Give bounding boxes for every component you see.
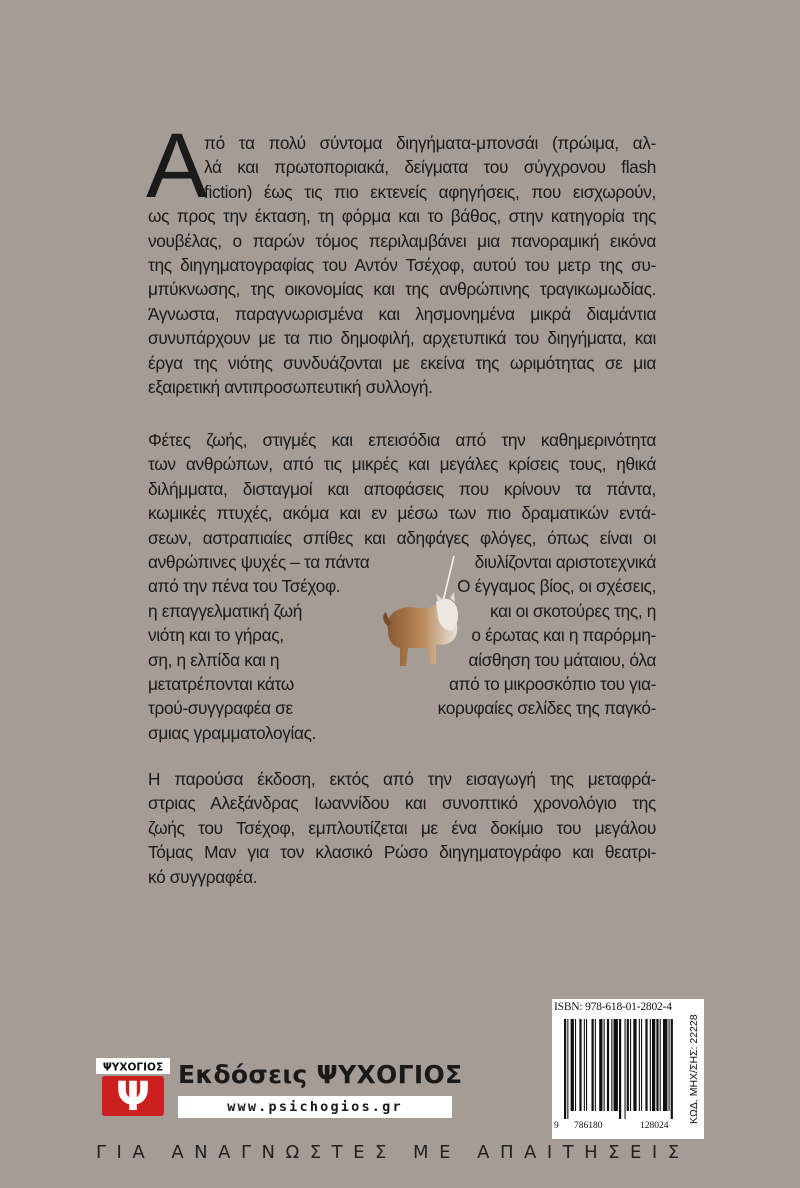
barcode-bar (630, 1019, 631, 1111)
barcode-bar (611, 1019, 612, 1111)
publisher-url[interactable]: www.psichogios.gr (178, 1096, 452, 1118)
split-line-right: και οι σκοτούρες της, η (489, 600, 656, 621)
text-line: Η παρούσα έκδοση, εκτός από την εισαγωγή της μεταφρά- (148, 769, 656, 789)
split-line-right: από το μικροσκόπιο του για- (448, 674, 656, 695)
split-line-left: από την πένα του Τσέχοφ. (148, 576, 341, 597)
text-line: στριας Αλεξάνδρας Ιωαννίδου και συνοπτικό χρονολόγιο της (148, 793, 656, 814)
text-line: διλήμματα, δισταγμοί και αποφάσεις που κρίνουν τα πάντα, (148, 478, 656, 499)
split-line-left: ση, η ελπίδα και η (148, 649, 280, 670)
publisher-name: Εκδόσεις ΨΥΧΟΓΙΟΣ (178, 1060, 463, 1089)
split-line-right: αίσθηση του μάταιου, όλα (468, 649, 656, 670)
barcode-bar (579, 1019, 581, 1111)
barcode-bar (564, 1019, 566, 1119)
dog-illustration (378, 552, 464, 672)
text-line: Άγνωστα, παραγνωρισμένα και λησμονημένα μικρά διαμάντια (148, 303, 656, 324)
text-line: Τόμας Μαν για τον κλασικό Ρώσο διηγηματογράφο και θεατρι- (148, 842, 656, 863)
barcode-panel (552, 999, 704, 1139)
split-line (148, 696, 656, 720)
text-line: συνυπάρχουν με τα πιο δημοφιλή, αρχετυπικά του διηγήματα, και (148, 328, 656, 349)
split-line-left: ανθρώπινες ψυχές – τα πάντα (148, 552, 370, 573)
barcode-bar (660, 1019, 661, 1111)
barcode-bar (663, 1019, 667, 1111)
text-line: της διηγηματογραφίας του Αντόν Τσέχοφ, αυτού του μετρ της συ- (148, 255, 656, 276)
barcode-bar (614, 1019, 618, 1111)
split-line-right: ο έρωτας και η παρόρμη- (471, 625, 656, 646)
split-line-right: κορυφαίες σελίδες της παγκό- (437, 698, 656, 719)
barcode-bar (671, 1019, 673, 1119)
text-line: μπύκνωσης, της οικονομίας και της ανθρώπινης τραγικωμωδίας. (148, 279, 656, 300)
text-line: νουβέλας, ο παρών τόμος περιλαμβάνει μια πανοραμική εικόνα (148, 230, 656, 251)
barcode-bar (607, 1019, 609, 1111)
publisher-tagline: ΓΙΑ ΑΝΑΓΝΩΣΤΕΣ ΜΕ ΑΠΑΙΤΗΣΕΙΣ (96, 1142, 690, 1163)
barcode-bar (625, 1019, 626, 1119)
text-line: ως προς την έκταση, τη φόρμα και το βάθος, στην κατηγορία της (148, 206, 656, 227)
barcode-bar (645, 1019, 647, 1111)
barcode-digits-right: 128024 (640, 1121, 669, 1131)
paragraph-edition (148, 767, 656, 889)
text-line: έργα της νιότης συνδυάζονται με εκείνα της ωριμότητας σε μια (148, 352, 656, 373)
barcode-bar (669, 1019, 670, 1111)
barcode-bar (652, 1019, 655, 1111)
barcode-bar (650, 1019, 651, 1111)
barcode-bar (575, 1019, 576, 1111)
barcode-bar (584, 1019, 585, 1111)
barcode-digit-first: 9 (554, 1121, 559, 1131)
barcode-bar (656, 1019, 658, 1111)
barcode-bar (627, 1019, 629, 1111)
barcode-bar (639, 1019, 640, 1111)
barcode-bar (571, 1019, 574, 1111)
barcode-bar (586, 1019, 587, 1111)
text-line: ζωής του Τσέχοφ, εμπλουτίζεται με ένα δοκίμιο του μεγάλου (148, 817, 656, 838)
barcode-bars (564, 1019, 696, 1119)
paragraph-intro (148, 131, 656, 399)
split-line-left: η επαγγελματική ζωή (148, 600, 302, 621)
split-line-right: Ο έγγαμος βίος, οι σχέσεις, (457, 576, 656, 597)
text-line: σεων, αστραπιαίες σπίθες και αδηφάγες φλόγες, όπως είναι οι (148, 527, 656, 548)
product-code: ΚΩΔ. ΜΗΧ/ΣΗΣ: 22228 (688, 1014, 700, 1124)
text-line: των ανθρώπων, από τις μικρές και μεγάλες κρίσεις τους, ηθικά (148, 454, 656, 475)
barcode-bar (599, 1019, 602, 1111)
barcode-bar (633, 1019, 636, 1111)
split-line (148, 672, 656, 696)
drop-cap: Α (146, 115, 208, 217)
barcode-bar (595, 1019, 596, 1111)
text-line: πό τα πολύ σύντομα διηγήματα-μπονσάι (πρώιμα, αλ- (204, 133, 656, 153)
text-line: κό συγγραφέα. (148, 866, 258, 887)
barcode-bar (592, 1019, 594, 1111)
split-line-right: διυλίζονται αριστοτεχνικά (474, 552, 656, 573)
text-line: Φέτες ζωής, στιγμές και επεισόδια από την καθημερινότητα (148, 430, 656, 450)
split-line-left: σμιας γραμματολογίας. (148, 722, 317, 743)
text-line: εξαιρετική αντιπροσωπευτική συλλογή. (148, 377, 433, 398)
split-line-left: νιότη και το γήρας, (148, 625, 284, 646)
text-line: λά και πρωτοποριακά, δείγματα του σύγχρονου flash (204, 157, 656, 178)
text-line: κωμικές πτυχές, ακόμα και εν μέσω των πιο δραματικών εντά- (148, 503, 656, 524)
barcode-bar (641, 1019, 642, 1111)
psi-icon: Ψ (116, 1074, 150, 1118)
isbn-label: ISBN: 978-618-01-2802-4 (554, 1001, 672, 1013)
split-line-left: μετατρέπονται κάτω (148, 674, 294, 695)
publisher-logo (96, 1058, 170, 1118)
logo-wordmark: ΨΥΧΟΓΙΟΣ (102, 1061, 164, 1074)
barcode-digits-left: 786180 (574, 1121, 603, 1131)
barcode-bar (619, 1019, 621, 1119)
barcode-bar (567, 1019, 568, 1119)
split-line (148, 721, 656, 745)
text-line: fiction) έως τις πιο εκτενείς αφηγήσεις, που εισχωρούν, (204, 181, 656, 202)
barcode-bar (604, 1019, 605, 1111)
split-line-left: τρού-συγγραφέα σε (148, 698, 293, 719)
